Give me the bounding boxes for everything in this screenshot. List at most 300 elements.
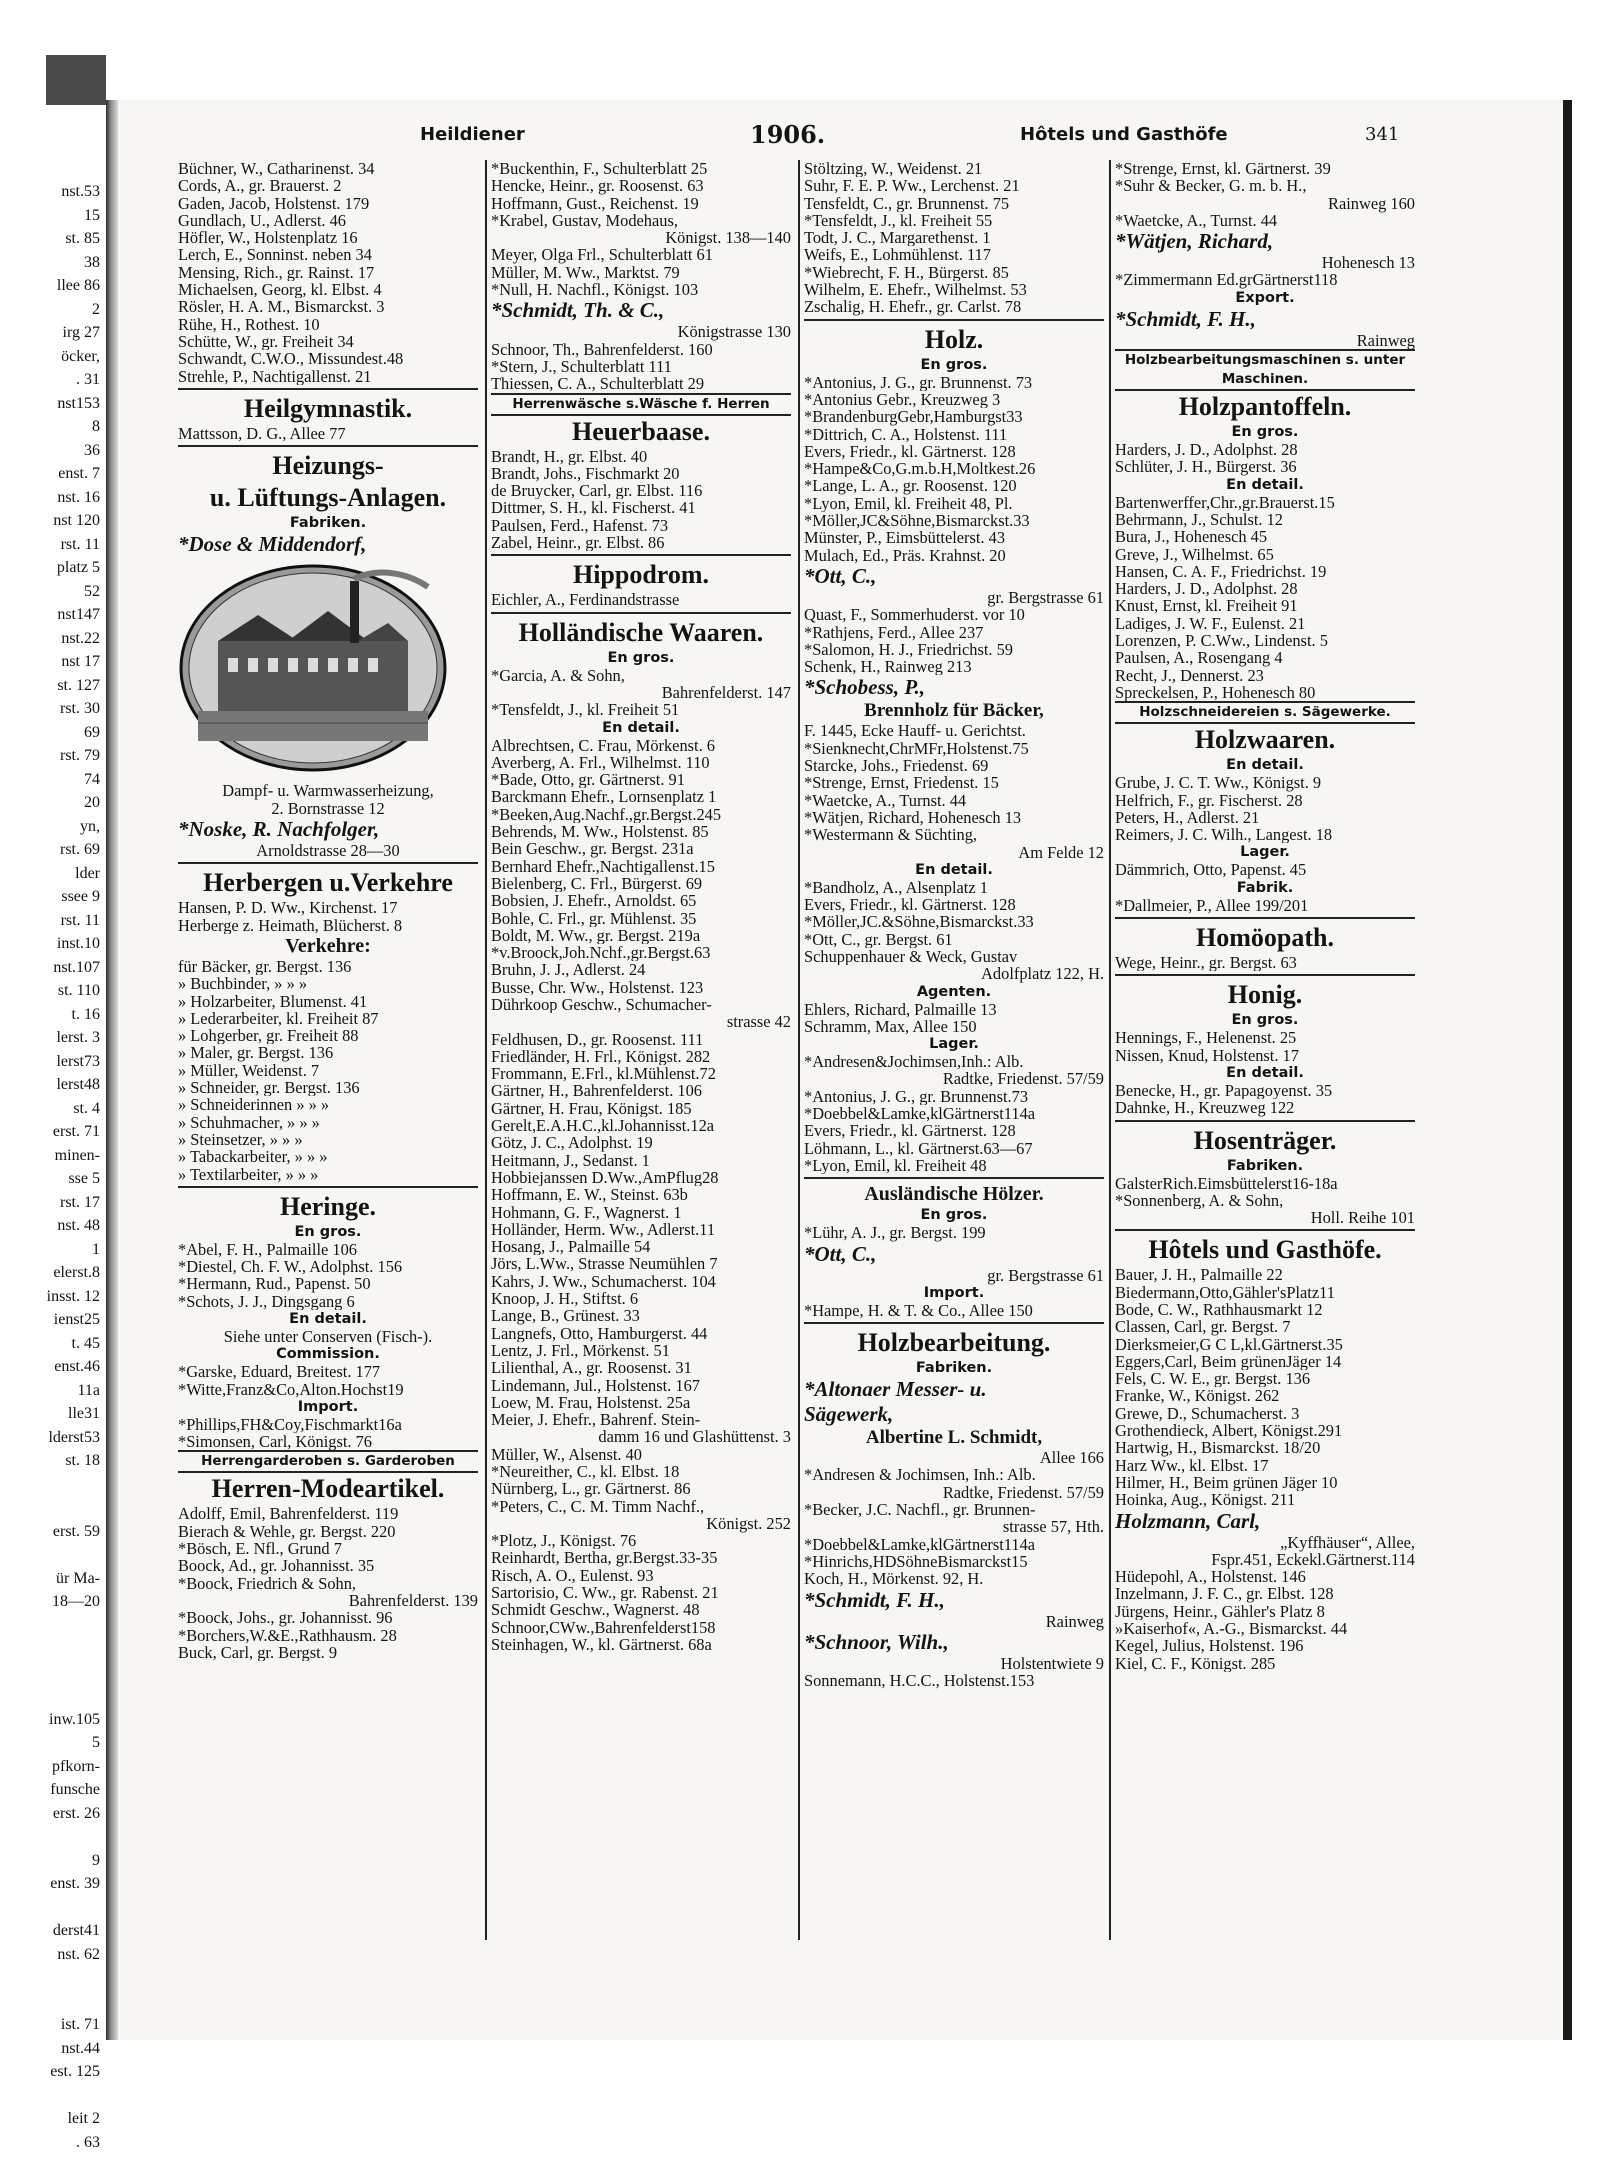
entry: Bernhard Ehefr.,Nachtigallenst.15 (491, 857, 715, 875)
previous-page-fragment: rst. 17 (60, 1193, 100, 1211)
entry: Brandt, H., gr. Elbst. 40 (491, 447, 648, 465)
subsection-label: Commission. (276, 1346, 380, 1363)
section-heading: Heuerbaase. (572, 416, 710, 446)
entry: Harz Ww., kl. Elbst. 17 (1115, 1456, 1269, 1474)
entry: Hoffmann, E. W., Steinst. 63b (491, 1186, 688, 1204)
entry: *Lyon, Emil, kl. Freiheit 48 (804, 1156, 987, 1175)
entry: Todt, J. C., Margarethenst. 1 (804, 229, 991, 247)
subsection-label: En detail. (602, 719, 680, 736)
entry: Brandt, Johs., Fischmarkt 20 (491, 464, 680, 483)
previous-page-fragment: nst.107 (53, 958, 100, 976)
previous-page-fragment: 18—20 (52, 1593, 100, 1610)
column-separator (1109, 160, 1111, 1940)
entry: für Bäcker, gr. Bergst. 136 (178, 957, 352, 976)
previous-page-fragment: 38 (84, 253, 100, 271)
entry: GalsterRich.Eimsbüttelerst16-18a (1115, 1174, 1338, 1192)
entry: Bode, C. W., Rathhausmarkt 12 (1115, 1300, 1323, 1319)
entry: *Zimmermann Ed.grGärtnerst118 (1115, 271, 1338, 289)
entry: Hüdepohl, A., Holstenst. 146 (1115, 1568, 1306, 1586)
previous-page-fragment (0, 2084, 104, 2108)
entry: Stöltzing, W., Weidenst. 21 (804, 160, 983, 178)
previous-page-fragment: 52 (84, 582, 100, 600)
previous-page-fragment: 5 (92, 1734, 100, 1751)
entry: Sonnemann, H.C.C., Holstenst.153 (804, 1672, 1035, 1690)
entry: *Abel, F. H., Palmaille 106 (178, 1240, 357, 1259)
entry: Hansen, P. D. Ww., Kirchenst. 17 (178, 899, 398, 917)
entry: Busse, Chr. Ww., Holstenst. 123 (491, 978, 704, 996)
featured-entry: *Dose & Middendorf, (178, 532, 367, 557)
previous-page-fragment: nst. 16 (57, 488, 100, 506)
entry: Heitmann, J., Sedanst. 1 (491, 1151, 650, 1169)
entry: Paulsen, A., Rosengang 4 (1115, 649, 1283, 667)
cross-reference: Holzbearbeitungsmaschinen s. unter Maschinen. (1115, 349, 1415, 391)
previous-page-fragment: 2 (92, 300, 100, 318)
entry: Knust, Ernst, kl. Freiheit 91 (1115, 597, 1298, 615)
previous-page-fragment (0, 1543, 104, 1567)
subsection-label: Import. (923, 1284, 985, 1301)
entry: *Schots, J. J., Dingsgang 6 (178, 1292, 355, 1310)
entry: *Dallmeier, P., Allee 199/201 (1115, 896, 1309, 915)
centered-line: Dampf- u. Warmwasserheizung, (222, 781, 434, 801)
section-heading: Homöopath. (1196, 923, 1334, 953)
entry: Langnefs, Otto, Hamburgerst. 44 (491, 1324, 708, 1342)
entry: Zschalig, H. Ehefr., gr. Carlst. 78 (804, 298, 1022, 316)
previous-page-fragment: öcker, (61, 347, 100, 365)
previous-page-fragment (0, 1473, 104, 1497)
featured-entry: *Noske, R. Nachfolger, (178, 817, 380, 842)
previous-page-fragment: st. 85 (65, 230, 100, 247)
column-3 (804, 160, 1104, 1689)
entry: *Waetcke, A., Turnst. 44 (1115, 211, 1278, 230)
previous-page-fragment (0, 1684, 104, 1708)
section-heading: Hosenträger. (1193, 1125, 1337, 1155)
entry: Strehle, P., Nachtigallenst. 21 (178, 367, 372, 385)
previous-page-fragment: t. 16 (71, 1005, 100, 1023)
entry: *Bösch, E. Nfl., Grund 7 (178, 1540, 342, 1558)
entry: *Westermann & Süchting, (804, 826, 978, 844)
previous-page-fragment (0, 1637, 104, 1661)
entry: *Hampe&Co,G.m.b.H,Moltkest.26 (804, 460, 1036, 478)
entry: *Möller,JC.&Söhne,Bismarckst.33 (804, 913, 1034, 931)
entry: Kiel, C. F., Königst. 285 (1115, 1654, 1276, 1672)
entry: Grewe, D., Schumacherst. 3 (1115, 1404, 1300, 1423)
entry: *Sienknecht,ChrMFr,Holstenst.75 (804, 739, 1029, 758)
entry: Starcke, Johs., Friedenst. 69 (804, 757, 989, 775)
previous-page-fragment: rst. 69 (60, 841, 100, 858)
entry: *Krabel, Gustav, Modehaus, (491, 211, 678, 230)
entry: F. 1445, Ecke Hauff- u. Gerichtst. (804, 722, 1026, 740)
previous-page-fragment: rst. 30 (60, 700, 100, 717)
subsection-label: Fabriken. (1226, 1157, 1304, 1174)
rule (1115, 1120, 1415, 1122)
previous-page-fragment: est. 125 (50, 2063, 100, 2080)
entry: Jörs, L.Ww., Strasse Neumühlen 7 (491, 1255, 718, 1273)
entry: Boldt, M. Ww., gr. Bergst. 219a (491, 926, 701, 945)
entry: Kegel, Julius, Holstenst. 196 (1115, 1637, 1304, 1655)
rule (804, 1322, 1104, 1324)
entry: *Bade, Otto, gr. Gärtnerst. 91 (491, 771, 685, 789)
entry: *Doebbel&Lamke,klGärtnerst114a (804, 1105, 1036, 1123)
entry: Müller, M. Ww., Marktst. 79 (491, 263, 680, 282)
entry: Götz, J. C., Adolphst. 19 (491, 1134, 653, 1152)
entry: *Becker, J.C. Nachfl., gr. Brunnen- (804, 1501, 1036, 1519)
entry: *Plotz, J., Königst. 76 (491, 1532, 637, 1550)
previous-page-fragment: rst. 79 (60, 747, 100, 764)
section-heading: Heringe. (279, 1191, 377, 1221)
rule (804, 319, 1104, 321)
entry: Bielenberg, C. Frl., Bürgerst. 69 (491, 874, 703, 893)
entry: *Hermann, Rud., Papenst. 50 (178, 1275, 371, 1293)
entry: Münster, P., Eimsbüttelerst. 43 (804, 529, 1006, 547)
entry-continuation: Allee 166 (1039, 1448, 1104, 1468)
previous-page-fragment: nst 120 (53, 512, 100, 529)
previous-page-fragment: nst.22 (61, 629, 100, 647)
entry: Hobbiejanssen D.Ww.,AmPflug28 (491, 1168, 719, 1187)
entry-continuation: gr. Bergstrasse 61 (987, 1265, 1104, 1285)
entry: Knoop, J. H., Stiftst. 6 (491, 1290, 639, 1308)
page-number: 341 (1365, 124, 1400, 145)
entry-continuation: Rainweg 160 (1328, 193, 1415, 213)
entry: Löhmann, L., kl. Gärtnerst.63—67 (804, 1139, 1033, 1157)
previous-page-fragment: leit 2 (67, 2110, 100, 2127)
entry: Hansen, C. A. F., Friedrichst. 19 (1115, 562, 1327, 581)
page-edge (1563, 100, 1572, 2040)
previous-page-fragment (0, 1990, 104, 2014)
previous-page-fragment: sse 5 (68, 1170, 100, 1187)
subsection-label: Fabrik. (1236, 879, 1294, 896)
entry-continuation: „Kyffhäuser“, Allee, (1280, 1532, 1415, 1552)
previous-page-fragment: pfkorn- (52, 1757, 100, 1775)
section-heading: u. Lüftungs-Anlagen. (209, 483, 447, 513)
subsection-label: En gros. (920, 356, 988, 373)
previous-page-fragment (0, 1661, 104, 1685)
subsection-label: En gros. (294, 1223, 362, 1240)
subsection-label: Lager. (1240, 844, 1290, 861)
previous-page-fragment: 15 (84, 206, 100, 224)
previous-page-fragment: ür Ma- (56, 1569, 100, 1587)
previous-page-fragment: 1 (92, 1240, 100, 1258)
entry: *Witte,Franz&Co,Alton.Hochst19 (178, 1380, 404, 1398)
entry: Bruhn, J. J., Adlerst. 24 (491, 961, 646, 979)
entry: Bartenwerffer,Chr.,gr.Brauerst.15 (1115, 493, 1335, 511)
entry: *Strenge, Ernst, Friedenst. 15 (804, 774, 999, 792)
entry: Behrends, M. Ww., Holstenst. 85 (491, 823, 709, 841)
centered-line: Siehe unter Conserven (Fisch-). (223, 1326, 433, 1346)
entry: *Boock, Johs., gr. Johannisst. 96 (178, 1609, 393, 1627)
featured-entry: *Wätjen, Richard, (1115, 229, 1274, 254)
entry: Franke, W., Königst. 262 (1115, 1387, 1280, 1405)
previous-page-fragment: inst.10 (56, 935, 100, 952)
entry: Mensing, Rich., gr. Rainst. 17 (178, 263, 375, 282)
entry: Barckmann Ehefr., Lornsenplatz 1 (491, 788, 717, 806)
section-heading: Hôtels und Gasthöfe. (1148, 1235, 1382, 1265)
entry: » Maler, gr. Bergst. 136 (178, 1044, 334, 1062)
entry: Lange, B., Grünest. 33 (491, 1307, 640, 1325)
column-separator (798, 160, 800, 1940)
rule (1115, 1229, 1415, 1231)
header-right: Hôtels und Gasthöfe (1020, 124, 1228, 145)
entry: Höfler, W., Holstenplatz 16 (178, 229, 358, 247)
entry: » Schneider, gr. Bergst. 136 (178, 1079, 360, 1097)
previous-page-fragment: nst.44 (61, 2039, 100, 2057)
entry: Hosang, J., Palmaille 54 (491, 1238, 651, 1256)
previous-page-fragment: lle31 (68, 1405, 100, 1422)
entry-continuation: Holstentwiete 9 (1000, 1653, 1104, 1673)
previous-page-fragment: elerst.8 (53, 1264, 100, 1281)
entry: Zabel, Heinr., gr. Elbst. 86 (491, 534, 665, 552)
entry: » Schneiderinnen » » » (178, 1096, 330, 1114)
previous-page-fragment: ienst25 (53, 1311, 100, 1328)
section-heading: Holländische Waaren. (518, 617, 764, 647)
entry: Hilmer, H., Beim grünen Jäger 10 (1115, 1473, 1338, 1492)
entry: Cords, A., gr. Brauerst. 2 (178, 177, 342, 195)
entry: Rühe, H., Rothest. 10 (178, 315, 320, 333)
entry: *Wiebrecht, F. H., Bürgerst. 85 (804, 263, 1009, 282)
previous-page-fragment: nst153 (57, 394, 100, 412)
entry: *Neureither, C., kl. Elbst. 18 (491, 1463, 680, 1481)
entry-continuation: strasse 57, Hth. (1002, 1517, 1104, 1537)
entry: Nürnberg, L., gr. Gärtnerst. 86 (491, 1480, 691, 1498)
entry: Harders, J. D., Adolphst. 28 (1115, 441, 1298, 459)
previous-page-fragment (0, 1496, 104, 1520)
subsection-label: En detail. (289, 1310, 367, 1327)
column-separator (485, 160, 487, 1940)
entry: Ladiges, J. W. F., Eulenst. 21 (1115, 614, 1306, 633)
subsection-label: En detail. (1226, 757, 1304, 774)
entry: Paulsen, Ferd., Hafenst. 73 (491, 516, 669, 535)
entry: *Peters, C., C. M. Timm Nachf., (491, 1497, 705, 1515)
entry-continuation: gr. Bergstrasse 61 (987, 587, 1104, 607)
featured-entry: *Schnoor, Wilh., (804, 1629, 949, 1654)
entry: Wege, Heinr., gr. Bergst. 63 (1115, 954, 1297, 972)
entry: » Textilarbeiter, » » » (178, 1165, 319, 1183)
entry: Spreckelsen, P., Hohenesch 80 (1115, 683, 1316, 702)
entry: Steinhagen, W., kl. Gärtnerst. 68a (491, 1635, 712, 1654)
rule (178, 1186, 478, 1188)
entry: *Salomon, H. J., Friedrichst. 59 (804, 640, 1013, 659)
featured-entry: *Ott, C., (804, 1241, 877, 1266)
entry: Ehlers, Richard, Palmaille 13 (804, 1000, 997, 1018)
entry: » Lederarbeiter, kl. Freiheit 87 (178, 1009, 379, 1028)
entry-continuation: damm 16 und Glashüttenst. 3 (598, 1427, 791, 1447)
section-heading: Holzbearbeitung. (857, 1328, 1051, 1358)
entry: Schnoor, Th., Bahrenfelderst. 160 (491, 340, 713, 358)
previous-page-strip (0, 180, 104, 2154)
entry: » Lohgerber, gr. Freiheit 88 (178, 1027, 359, 1045)
previous-page-fragment: enst. 7 (58, 465, 100, 482)
entry: Herberge z. Heimath, Blücherst. 8 (178, 916, 403, 934)
subsection-label: En gros. (1231, 1012, 1299, 1029)
entry-continuation: strasse 42 (726, 1012, 791, 1032)
entry: Schmidt Geschw., Wagnerst. 48 (491, 1601, 700, 1619)
entry: Mattsson, D. G., Allee 77 (178, 424, 346, 443)
entry: Gärtner, H. Frau, Königst. 185 (491, 1099, 692, 1118)
subsection-label: Import. (297, 1398, 359, 1415)
entry: *Dittrich, C. A., Holstenst. 111 (804, 425, 1008, 443)
rule (178, 445, 478, 447)
entry: Holländer, Herm. Ww., Adlerst.11 (491, 1220, 716, 1239)
previous-page-fragment: ssee 9 (61, 888, 100, 905)
previous-page-fragment: erst. 71 (52, 1123, 100, 1140)
entry: Reinhardt, Bertha, gr.Bergst.33-35 (491, 1549, 718, 1567)
entry: *Waetcke, A., Turnst. 44 (804, 791, 967, 809)
entry: Meier, J. Ehefr., Bahrenf. Stein- (491, 1411, 701, 1429)
scan-tab (46, 55, 106, 105)
rule (178, 862, 478, 864)
page-gutter (106, 100, 118, 2040)
entry: *Boock, Friedrich & Sohn, (178, 1574, 357, 1592)
entry: Evers, Friedr., kl. Gärtnerst. 128 (804, 896, 1016, 914)
entry: *Tensfeldt, J., kl. Freiheit 51 (491, 701, 680, 719)
rule (804, 1177, 1104, 1179)
entry: *Simonsen, Carl, Königst. 76 (178, 1433, 372, 1451)
entry: Recht, J., Dennerst. 23 (1115, 666, 1264, 684)
previous-page-fragment (0, 1825, 104, 1849)
entry: Schwandt, C.W.O., Missundest.48 (178, 350, 404, 368)
previous-page-fragment: nst.53 (61, 183, 100, 200)
entry: Gerelt,E.A.H.C.,kl.Johannisst.12a (491, 1117, 715, 1135)
entry: Hohmann, G. F., Wagnerst. 1 (491, 1203, 682, 1221)
entry: Lorenzen, P. C.Ww., Lindenst. 5 (1115, 632, 1328, 650)
column-4 (1115, 160, 1415, 1672)
subsection-label: En gros. (1231, 424, 1299, 441)
featured-entry: Holzmann, Carl, (1115, 1508, 1261, 1533)
entry: Eichler, A., Ferdinandstrasse (491, 591, 680, 609)
entry: Benecke, H., gr. Papagoyenst. 35 (1115, 1081, 1333, 1100)
entry: Boock, Ad., gr. Johannisst. 35 (178, 1557, 375, 1575)
entry: Gundlach, U., Adlerst. 46 (178, 211, 346, 230)
entry: Schnoor,CWw.,Bahrenfelderst158 (491, 1618, 716, 1636)
featured-entry: *Schobess, P., (804, 675, 925, 700)
entry: »Kaiserhof«, A.-G., Bismarckst. 44 (1115, 1620, 1348, 1638)
column-1 (178, 160, 478, 1661)
factory-illustration (178, 563, 448, 773)
centered-line: Arnoldstrasse 28—30 (256, 841, 400, 861)
entry-continuation: Radtke, Friedenst. 57/59 (942, 1482, 1104, 1502)
entry: *Diestel, Ch. F. W., Adolphst. 156 (178, 1258, 403, 1276)
entry: Feldhusen, D., gr. Roosenst. 111 (491, 1030, 704, 1048)
entry-continuation: Adolfplatz 122, H. (981, 964, 1104, 984)
entry: Thiessen, C. A., Schulterblatt 29 (491, 375, 705, 393)
column-2 (491, 160, 791, 1653)
entry: Gaden, Jacob, Holstenst. 179 (178, 194, 370, 212)
entry: *Doebbel&Lamke,klGärtnerst114a (804, 1535, 1036, 1553)
previous-page-fragment: nst. 48 (57, 1217, 100, 1234)
entry: *BrandenburgGebr,Hamburgst33 (804, 408, 1023, 426)
cross-reference: Herrengarderoben s. Garderoben (178, 1450, 478, 1473)
entry: Bein Geschw., gr. Bergst. 231a (491, 840, 694, 858)
centered-line: 2. Bornstrasse 12 (271, 798, 385, 818)
previous-page-fragment: . 31 (76, 371, 100, 388)
entry: Harders, J. D., Adolphst. 28 (1115, 580, 1298, 598)
entry: *Rathjens, Ferd., Allee 237 (804, 623, 984, 641)
entry: Büchner, W., Catharinenst. 34 (178, 160, 375, 178)
entry: Grothendieck, Albert, Königst.291 (1115, 1422, 1343, 1440)
subsection-label: Lager. (929, 1036, 979, 1053)
scan-margin-top (0, 0, 1600, 55)
entry: *Möller,JC&Söhne,Bismarckst.33 (804, 512, 1030, 530)
entry: Behrmann, J., Schulst. 12 (1115, 510, 1283, 529)
entry: Weifs, E., Lohmühlenst. 117 (804, 246, 991, 264)
entry: Dührkoop Geschw., Schumacher- (491, 995, 712, 1014)
entry: Frommann, E.Frl., kl.Mühlenst.72 (491, 1065, 716, 1083)
section-subheading: Verkehre: (285, 934, 371, 957)
bold-entry: Albertine L. Schmidt, (865, 1427, 1043, 1449)
rule (1115, 974, 1415, 976)
previous-page-fragment: 11a (77, 1381, 100, 1399)
entry: » Tabackarbeiter, » » » (178, 1148, 328, 1166)
entry-continuation: Am Felde 12 (1018, 842, 1104, 862)
header-year: 1906. (750, 120, 826, 149)
featured-entry: *Ott, C., (804, 563, 877, 588)
entry: Loew, M. Frau, Holstenst. 25a (491, 1393, 691, 1412)
previous-page-fragment: lderst53 (48, 1428, 100, 1446)
previous-page-fragment: llee 86 (56, 277, 100, 294)
entry: Bobsien, J. Ehefr., Arnoldst. 65 (491, 892, 697, 910)
previous-page-fragment: irg 27 (62, 324, 100, 341)
previous-page-fragment: nst. 62 (57, 1945, 100, 1963)
previous-page-fragment: . 63 (76, 2133, 100, 2151)
entry: *Lange, L. A., gr. Roosenst. 120 (804, 477, 1017, 495)
entry: *Bandholz, A., Alsenplatz 1 (804, 878, 988, 897)
entry: Hennings, F., Helenenst. 25 (1115, 1029, 1297, 1047)
entry: » Buchbinder, » » » (178, 975, 308, 993)
entry: Biedermann,Otto,Gähler'sPlatz11 (1115, 1283, 1335, 1301)
entry: Lindemann, Jul., Holstenst. 167 (491, 1376, 700, 1394)
entry: Schlüter, J. H., Bürgerst. 36 (1115, 458, 1297, 476)
featured-entry: *Schmidt, Th. & C., (491, 298, 665, 323)
previous-page-fragment: platz 5 (56, 559, 100, 576)
entry: *Hinrichs,HDSöhneBismarckst15 (804, 1552, 1028, 1571)
entry: Greve, J., Wilhelmst. 65 (1115, 545, 1274, 563)
subsection-label: En gros. (607, 649, 675, 666)
section-heading: Herbergen u.Verkehre (203, 868, 453, 898)
entry: Eggers,Carl, Beim grünenJäger 14 (1115, 1352, 1342, 1371)
entry: *Lyon, Emil, kl. Freiheit 48, Pl. (804, 494, 1013, 513)
entry-continuation: Holl. Reihe 101 (1310, 1208, 1415, 1228)
entry: *Garcia, A. & Sohn, (491, 666, 625, 684)
entry-continuation: Königstrasse 130 (677, 322, 791, 342)
entry-continuation: Radtke, Friedenst. 57/59 (942, 1069, 1104, 1089)
entry: Tensfeldt, C., gr. Brunnenst. 75 (804, 194, 1010, 212)
section-heading: Heizungs- (272, 451, 384, 481)
entry: Hoffmann, Gust., Reichenst. 19 (491, 194, 699, 212)
previous-page-fragment (0, 1614, 104, 1638)
entry: Bohle, C. Frl., gr. Mühlenst. 35 (491, 909, 697, 927)
entry: Risch, A. O., Eulenst. 93 (491, 1566, 654, 1585)
rule (491, 612, 791, 614)
featured-entry: *Schmidt, F. H., (804, 1587, 945, 1612)
featured-entry: *Schmidt, F. H., (1115, 306, 1256, 331)
entry: Bauer, J. H., Palmaille 22 (1115, 1266, 1283, 1284)
previous-page-fragment: erst. 59 (52, 1522, 100, 1540)
entry: Nissen, Knud, Holstenst. 17 (1115, 1046, 1299, 1064)
previous-page-fragment: 69 (84, 723, 100, 741)
previous-page-fragment: 36 (84, 441, 100, 459)
entry: Dahnke, H., Kreuzweg 122 (1115, 1099, 1295, 1117)
subsection-label: En detail. (1226, 1064, 1304, 1081)
entry: Bierach & Wehle, gr. Bergst. 220 (178, 1522, 396, 1541)
entry-continuation: Rainweg (1045, 1611, 1104, 1631)
previous-page-fragment (0, 1896, 104, 1920)
entry: Quast, F., Sommerhuderst. vor 10 (804, 606, 1025, 624)
subsection-label: En detail. (1226, 476, 1304, 493)
previous-page-fragment: lder (75, 864, 100, 882)
entry: Evers, Friedr., kl. Gärtnerst. 128 (804, 1122, 1016, 1140)
entry: Hencke, Heinr., gr. Roosenst. 63 (491, 177, 704, 195)
entry: *Phillips,FH&Coy,Fischmarkt16a (178, 1415, 402, 1434)
previous-page-fragment: enst. 39 (50, 1875, 100, 1892)
